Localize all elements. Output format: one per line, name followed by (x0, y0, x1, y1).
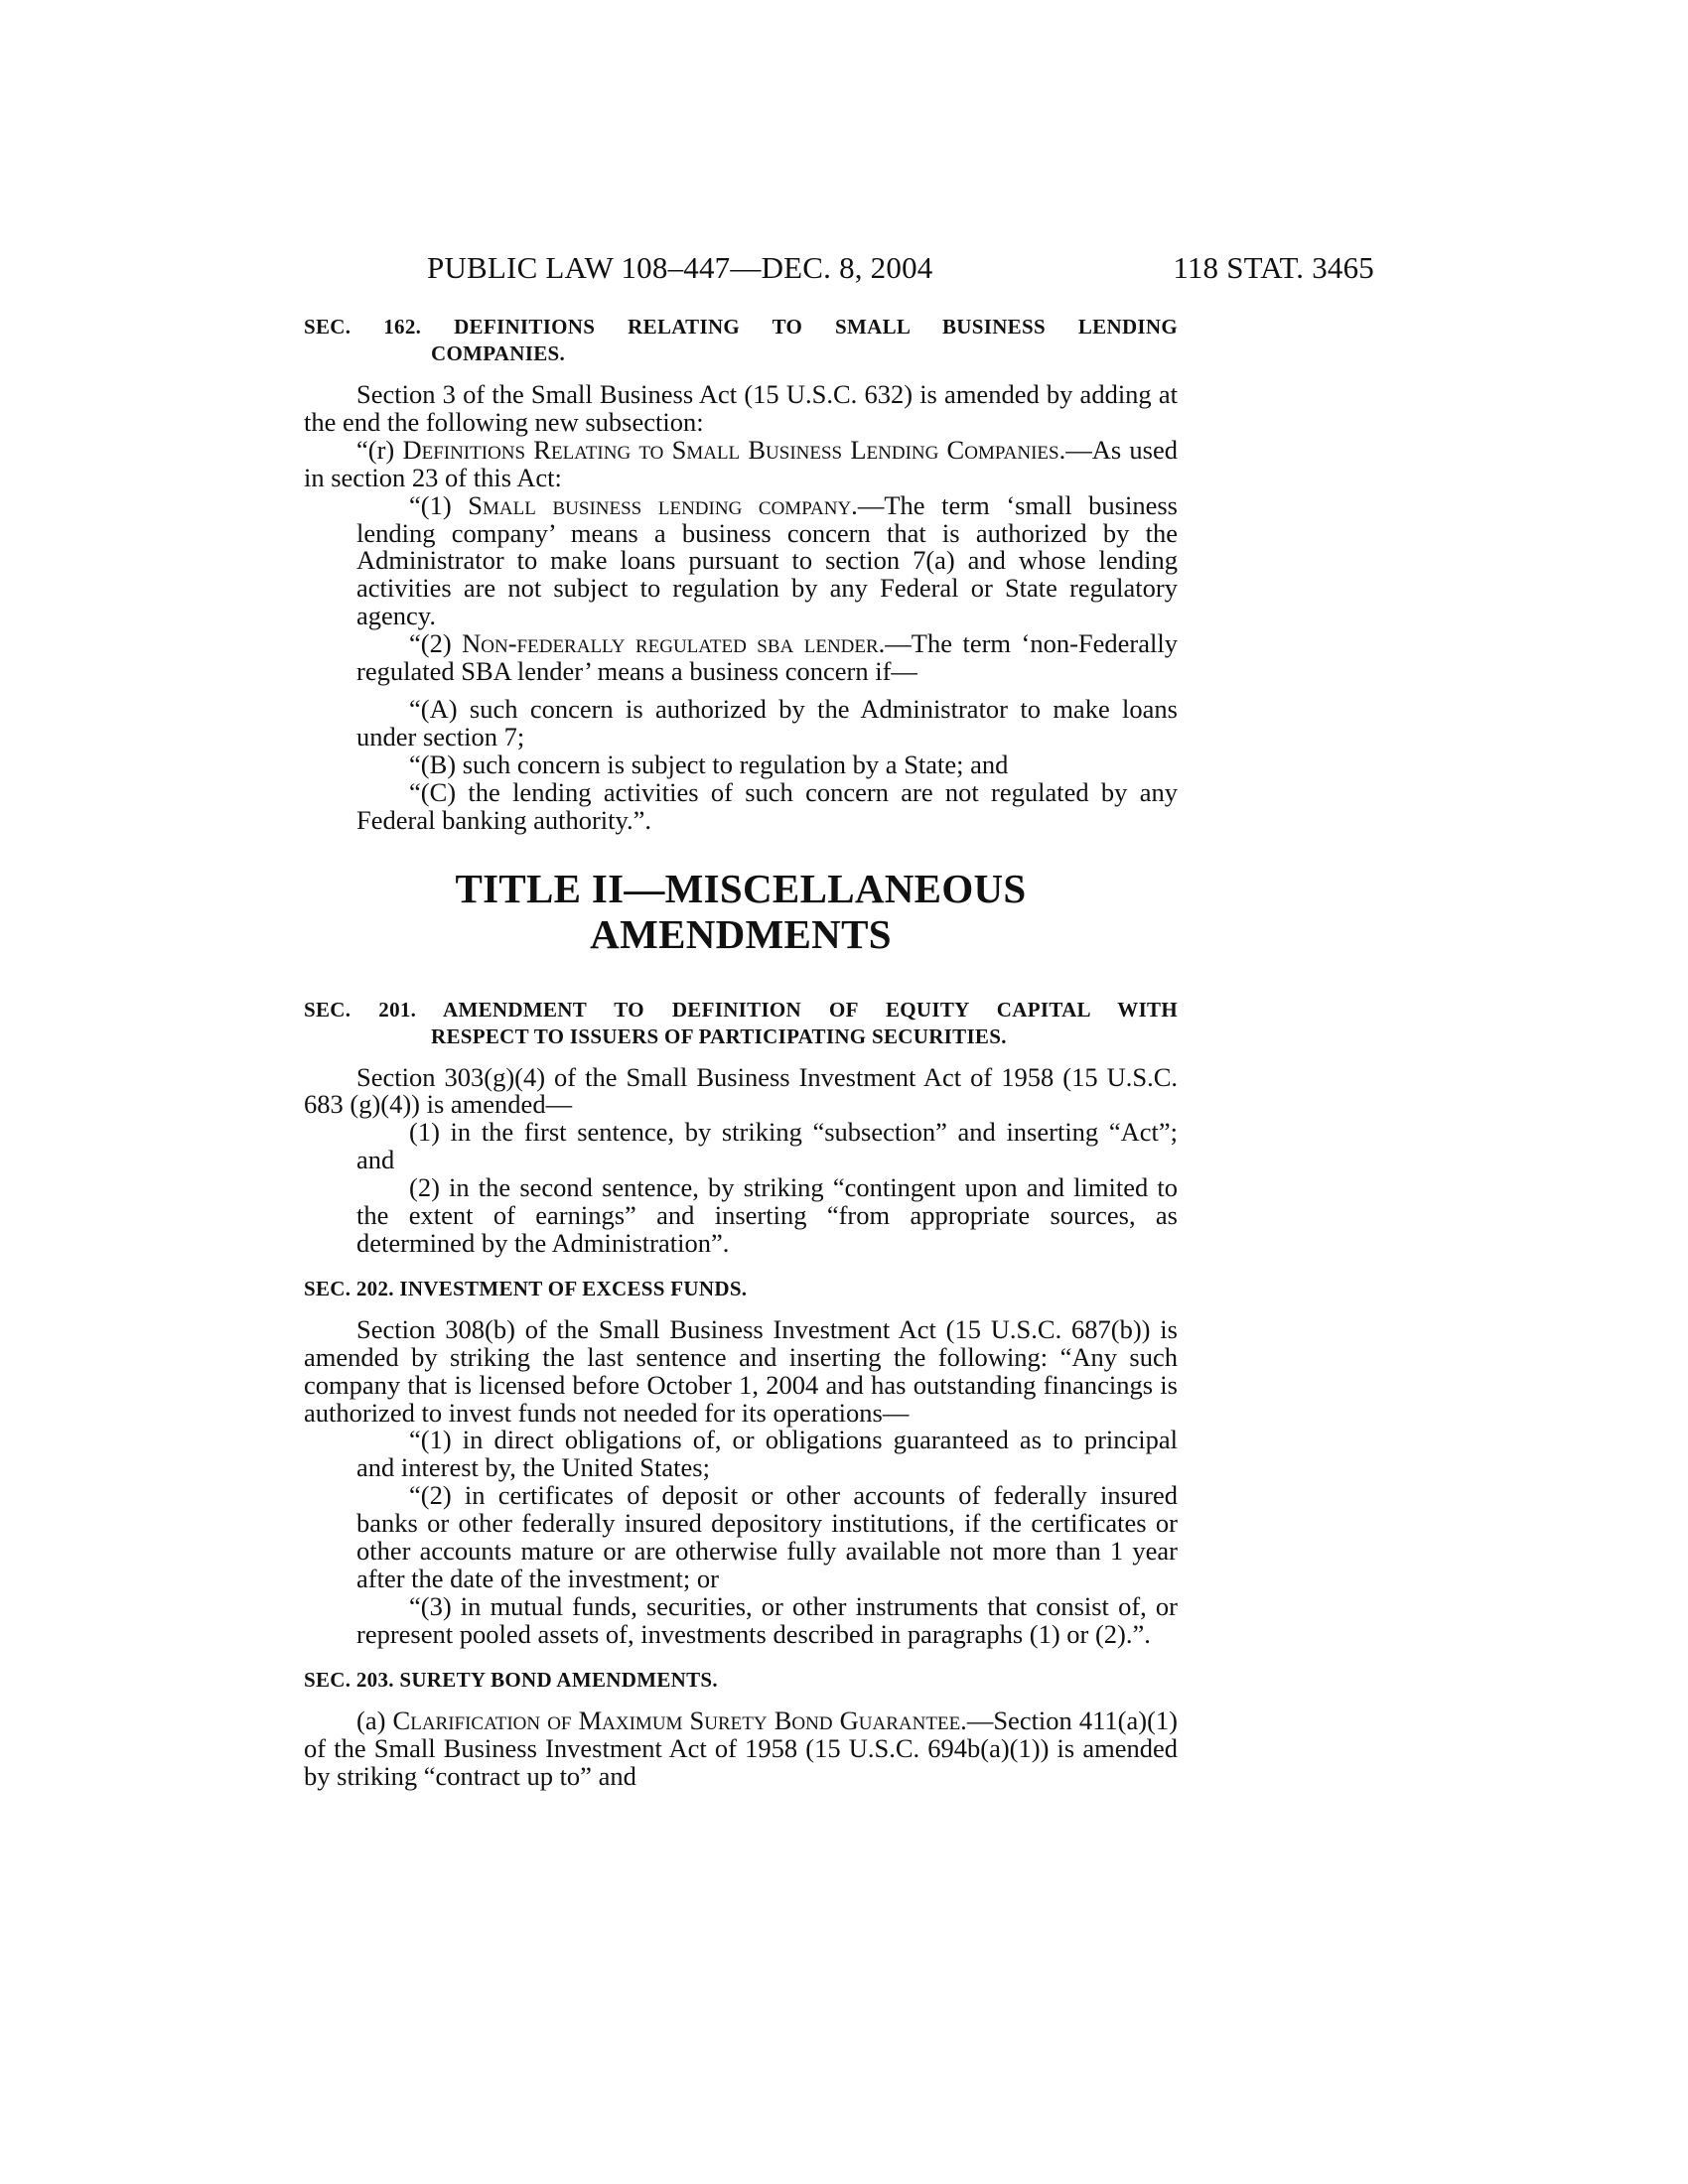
section-heading: SEC. 201. AMENDMENT TO DEFINITION OF EQUITY CAPITAL WITH (304, 997, 1178, 1022)
stat-page-reference: 118 STAT. 3465 (1173, 250, 1374, 285)
section-intro: Section 3 of the Small Business Act (15 U.S.C. 632) is amended by adding at the end the following new subsection: (304, 379, 1178, 437)
section-201 (304, 997, 1178, 1258)
section-heading: SEC. 202. INVESTMENT OF EXCESS FUNDS. (304, 1276, 748, 1300)
paragraph-caption: Small business lending company. (468, 489, 858, 520)
subsection-r: “(r) Definitions Relating to Small Business Lending Companies.—As used in section 23 of this Act: (304, 434, 1178, 492)
paragraph-1: “(1) Small business lending company.—The term ‘small business lending company’ means a business concern that is authorized by the Administrator to make loans pursuant to section 7(a) and whose lending activities are not subject to regulation by any Federal or State regulatory agency. (356, 489, 1178, 631)
section-heading-continued: COMPANIES. (431, 341, 566, 365)
paragraph-1: “(1) in direct obligations of, or obligations guaranteed as to principal and interest by, the United States; (356, 1425, 1178, 1483)
subsection-a: (a) Clarification of Maximum Surety Bond Guarantee.—Section 411(a)(1) of the Small Business Investment Act of 1958 (15 U.S.C. 694b(a)(1)) is amended by striking “contract up to” and (304, 1705, 1178, 1791)
section-203 (304, 1667, 1178, 1791)
subsection-caption: Clarification of Maximum Surety Bond Guarantee. (392, 1705, 967, 1735)
document-body (304, 314, 1178, 1790)
section-heading: SEC. 203. SURETY BOND AMENDMENTS. (304, 1667, 718, 1692)
paragraph-2: (2) in the second sentence, by striking “contingent upon and limited to the extent of earnings” and inserting “from appropriate sources, as determined by the Administration”. (356, 1172, 1178, 1258)
subparagraph-a: “(A) such concern is authorized by the Administrator to make loans under section 7; (356, 693, 1178, 751)
running-header (304, 250, 1374, 290)
section-intro: Section 303(g)(4) of the Small Business Investment Act of 1958 (15 U.S.C. 683 (g)(4)) is amended— (304, 1061, 1178, 1120)
paragraph-3: “(3) in mutual funds, securities, or other instruments that consist of, or represent pooled assets of, investments described in paragraphs (1) or (2).”. (356, 1590, 1178, 1649)
paragraph-2: “(2) Non-federally regulated sba lender.—The term ‘non-Federally regulated SBA lender’ means a business concern if— (356, 628, 1178, 687)
subparagraph-b: “(B) such concern is subject to regulation by a State; and (409, 749, 1009, 779)
section-heading-continued: RESPECT TO ISSUERS OF PARTICIPATING SECURITIES. (431, 1024, 1007, 1048)
paragraph-2: “(2) in certificates of deposit or other accounts of federally insured banks or other federally insured depository institutions, if the certificates or other accounts mature or are otherwise fully available not more than 1 year after the date of the investment; or (356, 1480, 1178, 1593)
title-heading-line2: AMENDMENTS (590, 910, 892, 957)
title-heading-line1: TITLE II—MISCELLANEOUS (455, 865, 1027, 911)
running-title: PUBLIC LAW 108–447—DEC. 8, 2004 (427, 250, 933, 285)
title-heading (304, 866, 1178, 957)
paragraph-caption: Non-federally regulated sba lender. (462, 628, 886, 659)
section-202 (304, 1276, 1178, 1649)
section-heading: SEC. 162. DEFINITIONS RELATING TO SMALL BUSINESS LENDING (304, 315, 1178, 339)
subparagraph-c: “(C) the lending activities of such concern are not regulated by any Federal banking authority.”. (356, 776, 1178, 835)
section-intro: Section 308(b) of the Small Business Investment Act (15 U.S.C. 687(b)) is amended by striking the last sentence and inserting the following: “Any such company that is licensed before October 1, 2004 and has outstanding financings is authorized to invest funds not needed for its operations— (304, 1313, 1178, 1428)
section-162 (304, 314, 1178, 835)
subsection-caption: Definitions Relating to Small Business Lending Companies. (402, 434, 1066, 465)
paragraph-1: (1) in the first sentence, by striking “subsection” and inserting “Act”; and (356, 1117, 1178, 1175)
